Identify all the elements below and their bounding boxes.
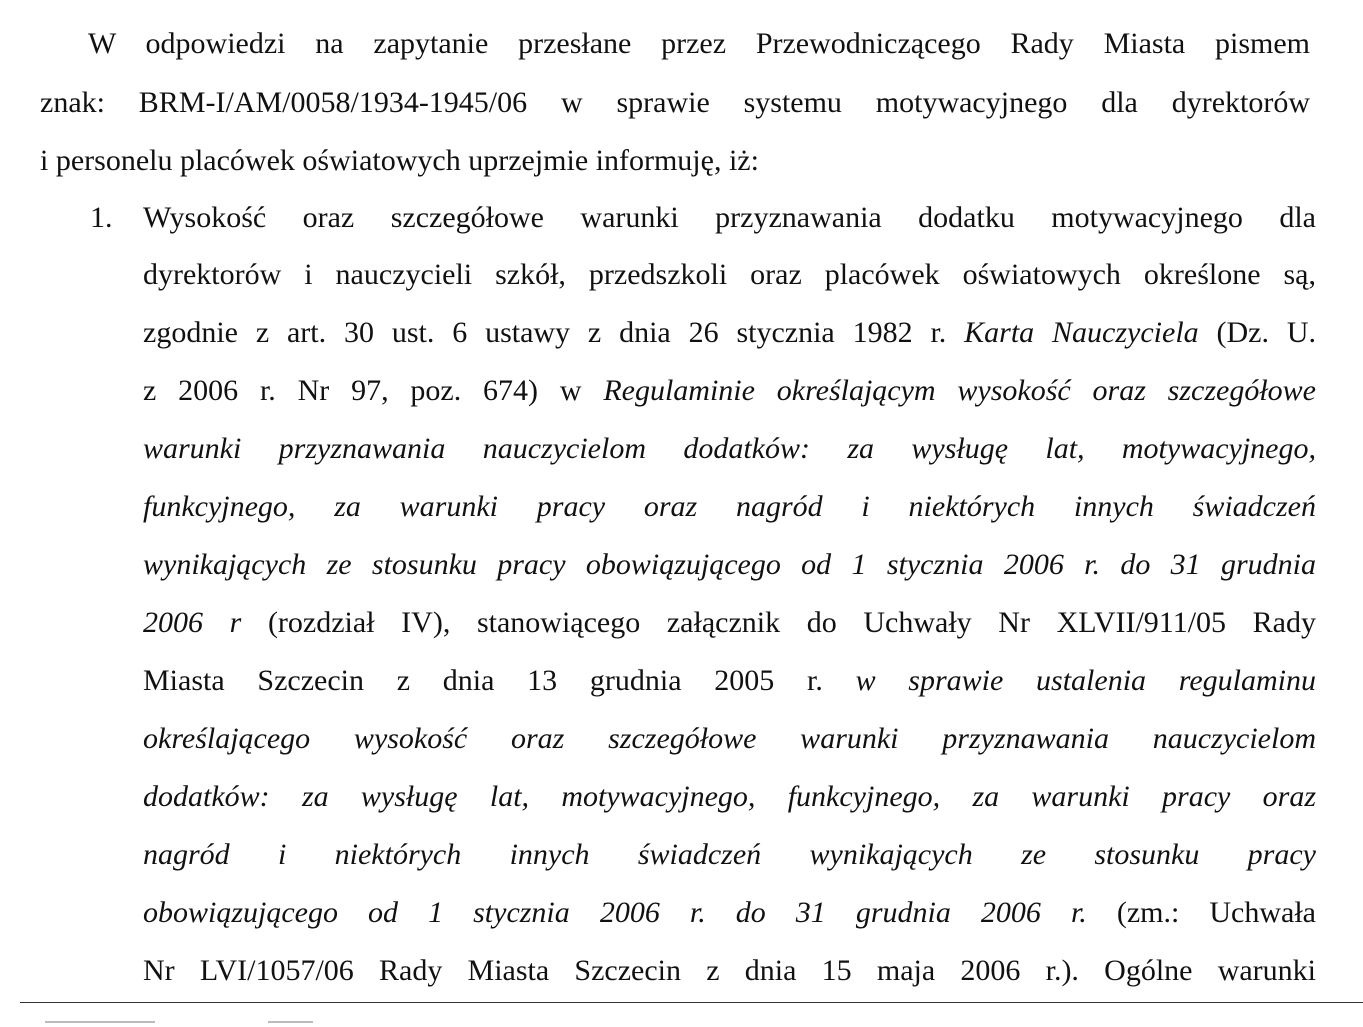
intro-line-2: znak: BRM-I/AM/0058/1934-1945/06 w sprawie systemu motywacyjnego dla dyrektorów bbox=[40, 86, 1310, 119]
item1-line-10: określającego wysokość oraz szczegółowe warunki przyznawania nauczycielom bbox=[143, 722, 1316, 755]
uchwala-title-end: obowiązującego od 1 stycznia 2006 r. do 31 grudnia 2006 r. bbox=[143, 896, 1087, 929]
item1-line-11: dodatków: za wysługę lat, motywacyjnego, funkcyjnego, za warunki pracy oraz bbox=[143, 780, 1316, 813]
regulamin-title-end: 2006 r bbox=[143, 606, 242, 639]
item1-line-9-text-a: Miasta Szczecin z dnia 13 grudnia 2005 r. bbox=[143, 664, 856, 697]
item1-line-8 bbox=[143, 605, 1316, 641]
list-item-marker: 1. bbox=[90, 201, 113, 234]
regulamin-title-start: Regulaminie określającym wysokość oraz szczegółowe bbox=[603, 374, 1317, 407]
intro-line-3: i personelu placówek oświatowych uprzejmie informuję, iż: bbox=[40, 144, 759, 177]
item1-line-13 bbox=[143, 895, 1316, 931]
item1-line-3-text-c: (Dz. U. bbox=[1198, 316, 1317, 349]
item1-line-3 bbox=[143, 315, 1316, 351]
page-bottom-rule bbox=[20, 1002, 1363, 1003]
item1-line-6: funkcyjnego, za warunki pracy oraz nagród i niektórych innych świadczeń bbox=[143, 490, 1316, 523]
item1-line-5: warunki przyznawania nauczycielom dodatków: za wysługę lat, motywacyjnego, bbox=[143, 432, 1316, 465]
item1-line-2: dyrektorów i nauczycieli szkół, przedszkoli oraz placówek oświatowych określone są, bbox=[143, 258, 1316, 291]
item1-line-3-text-a: zgodnie z art. 30 ust. 6 ustawy z dnia 26 stycznia 1982 r. bbox=[143, 316, 965, 349]
item1-line-14: Nr LVI/1057/06 Rady Miasta Szczecin z dnia 15 maja 2006 r.). Ogólne warunki bbox=[143, 954, 1316, 987]
uchwala-title-start: w sprawie ustalenia regulaminu bbox=[855, 664, 1316, 697]
item1-line-4 bbox=[143, 373, 1316, 409]
scan-smudge-right bbox=[268, 1021, 313, 1023]
intro-line-1: W odpowiedzi na zapytanie przesłane przez Przewodniczącego Rady Miasta pismem bbox=[88, 27, 1310, 60]
karta-nauczyciela-title: Karta Nauczyciela bbox=[964, 316, 1199, 349]
item1-line-7: wynikających ze stosunku pracy obowiązującego od 1 stycznia 2006 r. do 31 grudnia bbox=[143, 548, 1316, 581]
item1-line-12: nagród i niektórych innych świadczeń wynikających ze stosunku pracy bbox=[143, 838, 1316, 871]
item1-line-1: Wysokość oraz szczegółowe warunki przyznawania dodatku motywacyjnego dla bbox=[143, 201, 1316, 234]
item1-line-9 bbox=[143, 663, 1316, 699]
item1-line-13-text-b: (zm.: Uchwała bbox=[1086, 896, 1316, 929]
scan-smudge-left bbox=[45, 1021, 155, 1023]
item1-line-8-text-b: (rozdział IV), stanowiącego załącznik do Uchwały Nr XLVII/911/05 Rady bbox=[241, 606, 1316, 639]
item1-line-4-text-a: z 2006 r. Nr 97, poz. 674) w bbox=[143, 374, 604, 407]
